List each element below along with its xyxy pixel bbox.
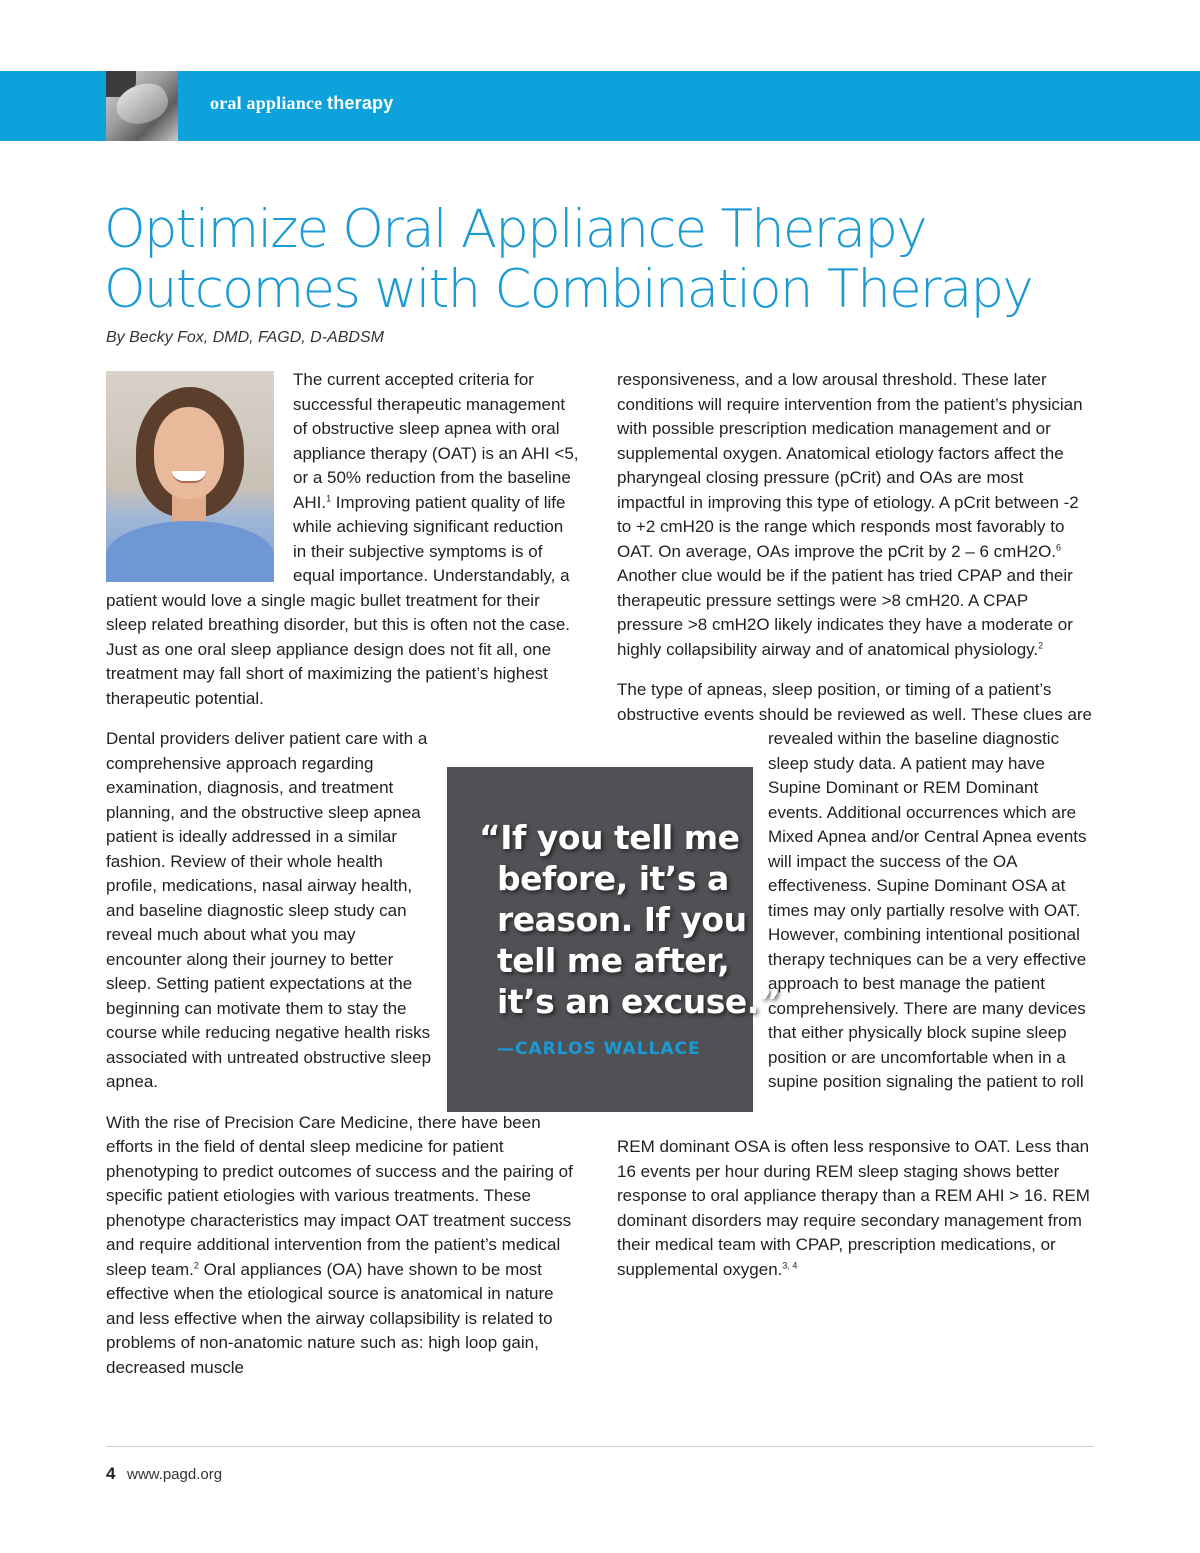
section-label	[210, 93, 393, 114]
paragraph-1-text-a: The current accepted criteria for successful therapeutic management of obstructive sleep apnea with oral appliance therapy (OAT) is an AHI <5, or a 50% reduction from the baseline AHI.	[293, 370, 579, 512]
paragraph-4	[617, 368, 1092, 662]
article-title	[104, 200, 1104, 320]
pull-quote-line: before, it’s a	[497, 859, 729, 898]
footnote-ref: 6	[1056, 541, 1062, 552]
page-number: 4	[106, 1464, 116, 1483]
pull-quote-box	[447, 767, 780, 1112]
section-label-part2: therapy	[327, 93, 394, 113]
pull-quote-text	[479, 817, 780, 1022]
paragraph-4-text-b: Another clue would be if the patient has tried CPAP and their therapeutic pressure settings were >8 cmH20. A CPAP pressure >8 cmH2O likely indicates they have a moderate or highly collapsibility airway and of anatomical physiology.	[617, 566, 1073, 659]
paragraph-5-text-b: clues are revealed within the baseline diagnostic sleep study data. A patient may have Supine Dominant or REM Dominant events. Additional occurrences which are Mixed Apnea and/or Central Apnea events will impact the success of the OA effectiveness. Supine Dominant OSA at times may only partially resolve with OAT. However, combining intentional positional therapy techniques can be a very effective approach to best manage the patient comprehensively. There are many devices that either physically block supine sleep position	[768, 704, 1093, 1067]
footer-divider	[106, 1446, 1094, 1447]
section-banner	[0, 71, 1200, 141]
footnote-ref: 2	[193, 1259, 199, 1270]
author-portrait	[106, 371, 274, 582]
footnote-ref: 3, 4	[782, 1259, 798, 1270]
pull-quote-line: it’s an excuse.”	[497, 982, 780, 1021]
banner-photo	[106, 71, 178, 141]
paragraph-4-text-a: responsiveness, and a low arousal threshold. These later conditions will require intervention from the patient’s physician with possible prescription medication management and or supplemental oxygen. Anatomical etiology factors affect the pharyngeal closing pressure (pCrit) and OAs are most impactful in improving this type of etiology. A pCrit between -2 to +2 cmH20 is the range which responds most favorably to OAT. On average, OAs improve the pCrit by 2 – 6 cmH2O.	[617, 370, 1083, 561]
paragraph-5-text-c: or are uncomfortable when in a supine position signaling the patient to roll	[768, 1047, 1084, 1091]
pull-quote-line: tell me after,	[497, 941, 730, 980]
paragraph-3-text-b: Oral appliances (OA) have shown to be most effective when the etiological source is anatomical in nature and less effective when the airway collapsibility is related to problems of non-anatomic nature such as: high loop gain, decreased muscle	[106, 1259, 554, 1377]
portrait-face	[154, 407, 224, 499]
paragraph-5-text-a: The type of apneas, sleep position, or timing of a patient’s obstructive events should be reviewed as well. These	[617, 680, 1052, 724]
portrait-shirt	[106, 521, 274, 582]
pull-quote-line: “If you tell me	[479, 818, 740, 857]
footer-website-link[interactable]: www.pagd.org	[127, 1466, 223, 1483]
footnote-ref: 1	[326, 492, 332, 503]
article-byline: By Becky Fox, DMD, FAGD, D-ABDSM	[106, 329, 384, 346]
article-title-line2: Outcomes with Combination Therapy	[104, 259, 1032, 320]
paragraph-6	[617, 1135, 1092, 1282]
paragraph-3	[106, 1111, 581, 1381]
paragraph-1-text-b: Improving patient quality of life while achieving significant reduction in their subjective symptoms is of equal importance. Understandably, a patient would love a single magic bullet treatment for their sleep related breathing disorder, but this is often not the case. Just as one oral sleep appliance design does not fit all, one treatment may fall short of maximizing the patient’s highest therapeutic potential.	[106, 492, 571, 708]
pull-quote-line: reason. If you	[497, 900, 747, 939]
section-label-part1: oral appliance	[210, 93, 323, 113]
footnote-ref: 2	[1038, 639, 1044, 650]
pull-quote-attribution: —CARLOS WALLACE	[497, 1039, 701, 1059]
article-title-line1: Optimize Oral Appliance Therapy	[104, 199, 926, 260]
paragraph-3-text-a: With the rise of Precision Care Medicine, there have been efforts in the field of dental sleep medicine for patient phenotyping to predict outcomes of success and the pairing of specific patient etiologies with various treatments. These phenotype characteristics may impact OAT treatment success and require additional intervention from the patient’s medical sleep team.	[106, 1112, 573, 1279]
paragraph-6-text: REM dominant OSA is often less responsive to OAT. Less than 16 events per hour during REM sleep staging shows better response to oral appliance therapy than a REM AHI > 16. REM dominant disorders may require secondary management from their medical team with CPAP, prescription medications, or supplemental oxygen.	[617, 1137, 1090, 1279]
paragraph-1	[106, 368, 581, 711]
paragraph-2-text: Dental providers deliver patient care with a comprehensive approach regarding examination, diagnosis, and treatment planning, and the obstructive sleep apnea patient is ideally addressed in a similar fashion. Review of their whole health profile, medications, nasal airway health, and baseline diagnostic sleep study can reveal much about what you may encounter along their journey to better sleep. Setting patient expectations at the beginning can motivate them to stay the course while reducing negative health risks associated with untreated obstructive sleep apnea.	[106, 729, 432, 1091]
